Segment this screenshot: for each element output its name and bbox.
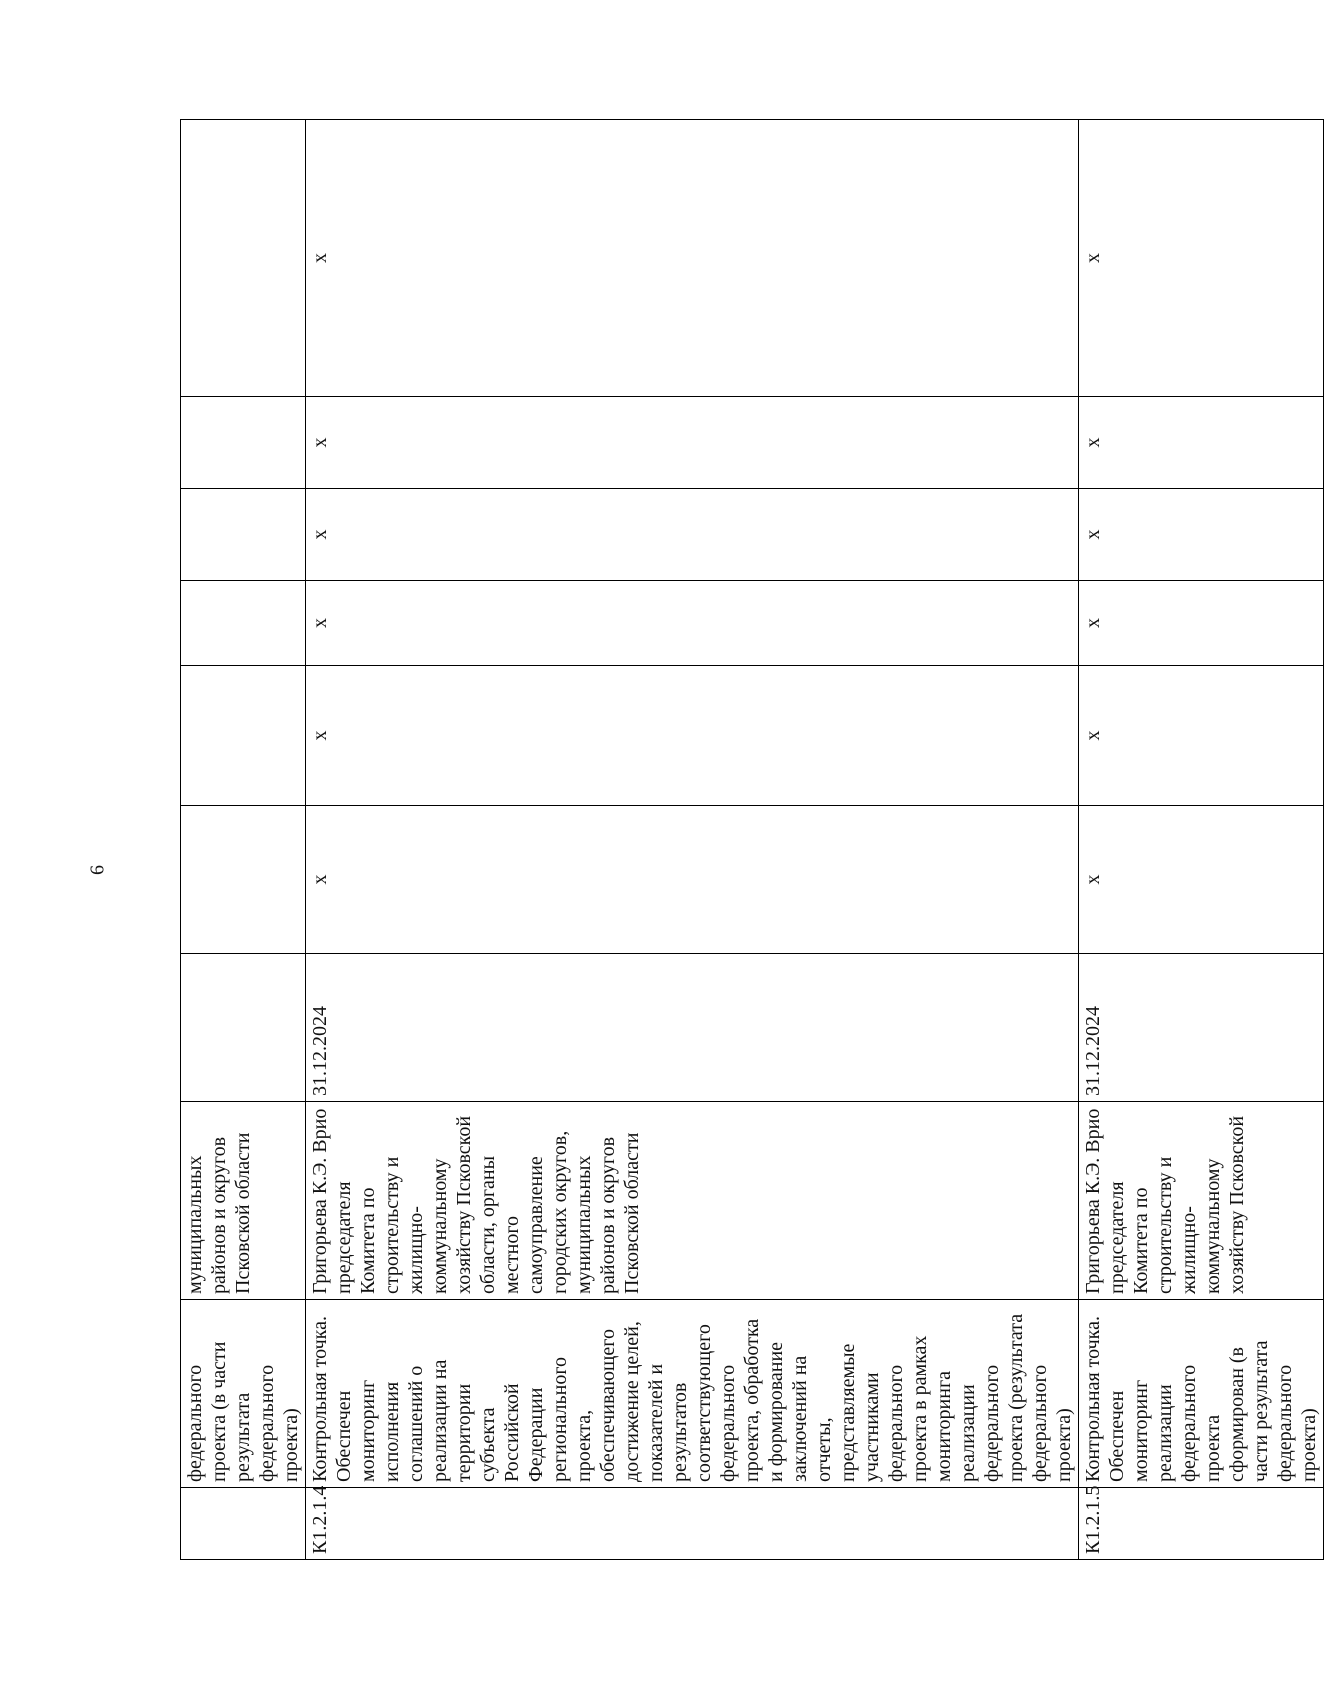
row-mark bbox=[181, 806, 306, 954]
row-mark: х bbox=[306, 489, 1079, 581]
row-responsible: Григорьева К.Э. Врио председателя Комитета по строительству и жилищно-коммунальному хозяйству Псковской bbox=[1079, 1102, 1324, 1300]
row-mark bbox=[181, 397, 306, 489]
row-mark: х bbox=[1079, 581, 1324, 666]
plan-table bbox=[180, 119, 1324, 1560]
page-number: 6 bbox=[86, 865, 109, 875]
table-row bbox=[1079, 120, 1324, 1560]
table-row bbox=[181, 120, 306, 1560]
row-mark: х bbox=[306, 581, 1079, 666]
row-title: Контрольная точка. Обеспечен мониторинг исполнения соглашений о реализации на территории субъекта Российской Федерации регионального проекта, обеспечивающего достижение целей, показателей и результатов соответствующего федерального проекта, обработка и формирование заключений на отчеты, представляемые участниками федерального проекта в рамках мониторинга реализации федерального проекта (результата федерального проекта) bbox=[306, 1300, 1079, 1488]
row-mark bbox=[181, 666, 306, 806]
row-mark bbox=[181, 581, 306, 666]
row-mark: х bbox=[306, 120, 1079, 397]
row-date bbox=[181, 954, 306, 1102]
row-number bbox=[181, 1488, 306, 1560]
row-mark: х bbox=[1079, 120, 1324, 397]
row-mark bbox=[181, 489, 306, 581]
row-mark: х bbox=[306, 806, 1079, 954]
row-mark: х bbox=[306, 397, 1079, 489]
row-date: 31.12.2024 bbox=[306, 954, 1079, 1102]
row-date: 31.12.2024 bbox=[1079, 954, 1324, 1102]
row-title: федерального проекта (в части результата федерального проекта) bbox=[181, 1300, 306, 1488]
row-mark: х bbox=[1079, 397, 1324, 489]
row-mark: х bbox=[1079, 806, 1324, 954]
row-title: Контрольная точка. Обеспечен мониторинг реализации федерального проекта сформирован (в части результата федерального проекта) bbox=[1079, 1300, 1324, 1488]
row-mark: х bbox=[1079, 489, 1324, 581]
row-responsible: Григорьева К.Э. Врио председателя Комитета по строительству и жилищно-коммунальному хозяйству Псковской области, органы местного самоуправление городских округов, муниципальных районов и округов Псковской области bbox=[306, 1102, 1079, 1300]
row-mark bbox=[181, 120, 306, 397]
row-mark: х bbox=[306, 666, 1079, 806]
plan-table-wrapper bbox=[180, 120, 1320, 1560]
row-number: К1.2.1.5 bbox=[1079, 1488, 1324, 1560]
row-mark: х bbox=[1079, 666, 1324, 806]
row-responsible: муниципальных районов и округов Псковской области bbox=[181, 1102, 306, 1300]
row-number: К1.2.1.4 bbox=[306, 1488, 1079, 1560]
table-row bbox=[306, 120, 1079, 1560]
